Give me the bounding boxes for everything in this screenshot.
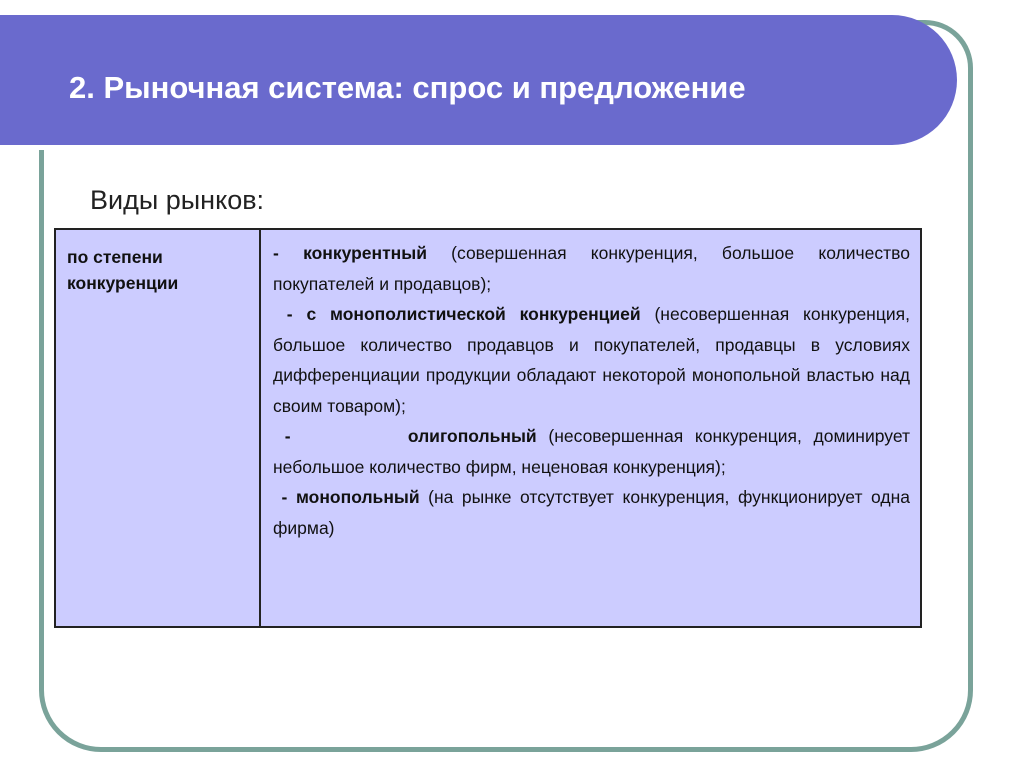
row-header-cell xyxy=(55,229,260,627)
market-type-description: (несовершенная конкуренция, большое количество продавцов и покупателей, продавцы в условиях дифференциации продукции обладают некоторой монопольной властью над своим товаром); xyxy=(273,304,910,416)
market-type-item xyxy=(273,421,910,482)
market-type-item xyxy=(273,238,910,299)
row-header-line: по степени xyxy=(67,247,163,267)
market-type-term: конкурентный xyxy=(303,243,427,263)
market-type-term: с монополистической конкуренцией xyxy=(306,304,641,324)
title-bar xyxy=(0,15,957,145)
title-underline xyxy=(0,145,912,150)
market-type-description: (на рынке отсутствует конкуренция, функционирует одна фирма) xyxy=(273,487,910,538)
slide-title: 2. Рыночная система: спрос и предложение xyxy=(69,70,746,105)
market-type-description: (несовершенная конкуренция, доминирует небольшое количество фирм, неценовая конкуренция); xyxy=(273,426,910,477)
market-type-term: монопольный xyxy=(295,487,420,507)
market-type-description: (совершенная конкуренция, большое количество покупателей и продавцов); xyxy=(273,243,910,294)
market-types-cell xyxy=(260,229,921,627)
market-types-table xyxy=(54,228,922,628)
row-header-line: конкуренции xyxy=(67,273,179,293)
market-type-item xyxy=(273,299,910,421)
market-type-item xyxy=(273,482,910,543)
table-row xyxy=(55,229,921,627)
item-prefix: - xyxy=(273,426,408,446)
slide-subtitle: Виды рынков: xyxy=(90,185,265,215)
item-prefix: - xyxy=(273,243,304,263)
item-prefix: - xyxy=(273,487,296,507)
market-type-term: олигопольный xyxy=(407,426,537,446)
item-prefix: - xyxy=(273,304,307,324)
